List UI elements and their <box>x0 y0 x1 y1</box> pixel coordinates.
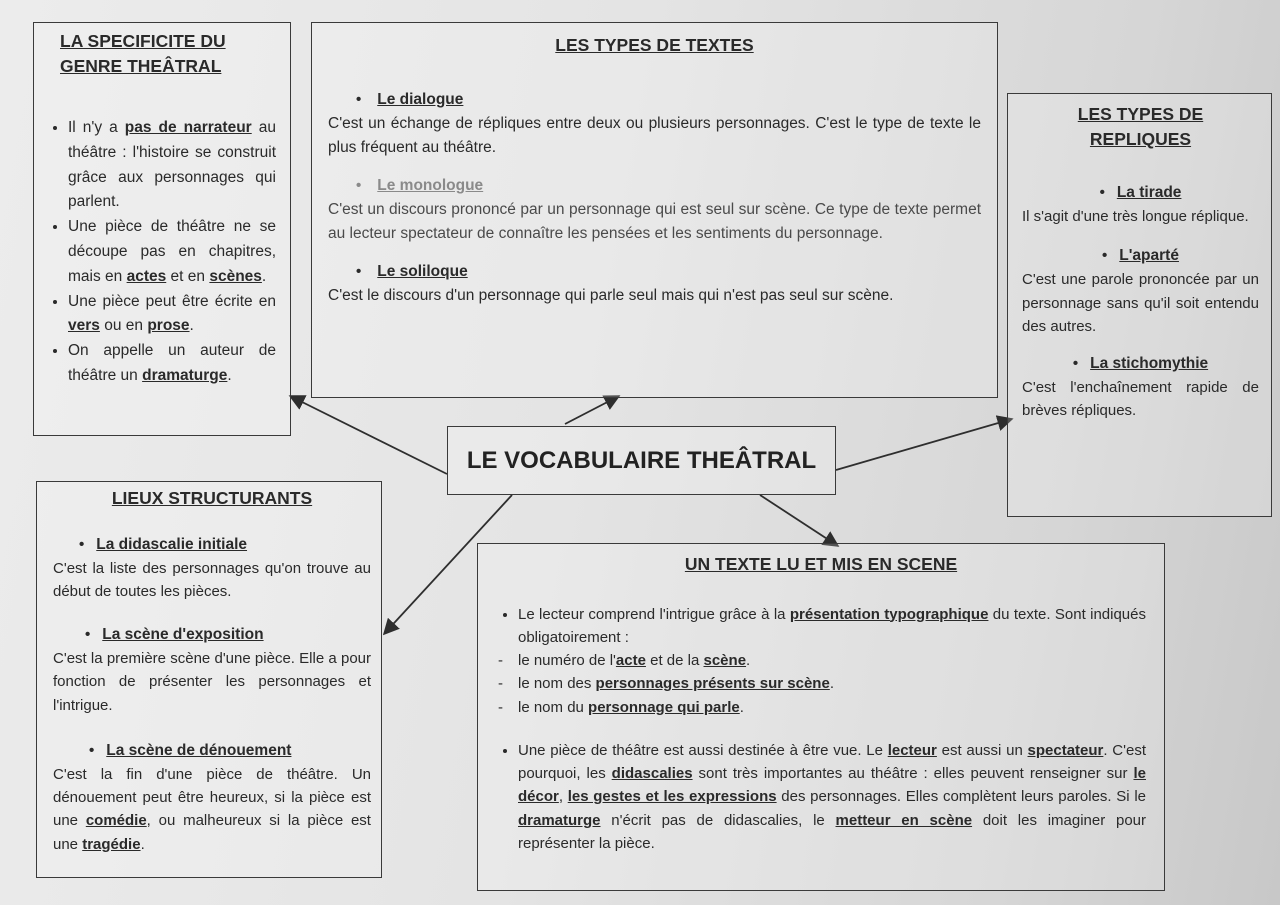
arrow-to-specificite <box>290 396 447 474</box>
list-item: - le nom des personnages présents sur scène. <box>518 672 1146 695</box>
denouement-heading: • La scène de dénouement <box>89 739 371 763</box>
box-specificite <box>33 22 291 436</box>
aparte-text: C'est une parole prononcée par un personnage sans qu'il soit entendu des autres. <box>1022 271 1259 335</box>
arrow-to-types-textes <box>565 396 619 424</box>
box-lieux <box>36 481 382 878</box>
list-item: • Une pièce de théâtre est aussi destinée à être vue. Le lecteur est aussi un spectateur. C'est pourquoi, les didascalies sont très importantes au théâtre : elles peuvent renseigner sur le décor, les gestes et les expressions des personnages. Elles complètent leurs paroles. Si le dramaturge n'écrit pas de didascalies, le metteur en scène doit les imaginer pour représenter la pièce. <box>518 739 1146 855</box>
exposition-text: C'est la première scène d'une pièce. Elle a pour fonction de présenter les personnages et l'intrigue. <box>53 650 371 714</box>
soliloque-heading: • Le soliloque <box>356 262 468 280</box>
tirade-heading: • La tirade <box>1022 181 1259 205</box>
texte-lu-list <box>496 603 1146 856</box>
list-item: • Une pièce peut être écrite en vers ou en prose. <box>68 290 276 340</box>
didascalie-heading: • La didascalie initiale <box>79 533 371 557</box>
list-item: • Il n'y a pas de narrateur au théâtre : l'histoire se construit grâce aux personnages qui parlent. <box>68 116 276 215</box>
monologue-text: C'est un discours prononcé par un personnage qui est seul sur scène. Ce type de texte permet au lecteur spectateur de connaître les pensées et les sentiments du personnage. <box>328 200 981 242</box>
monologue-heading: • Le monologue <box>356 176 484 194</box>
arrow-to-types-repliques <box>836 419 1012 470</box>
arrow-to-texte-lu <box>760 495 838 546</box>
list-item: • Une pièce de théâtre ne se découpe pas en chapitres, mais en actes et en scènes. <box>68 215 276 289</box>
box-types-repliques <box>1007 93 1272 517</box>
central-node <box>447 426 836 495</box>
soliloque-text: C'est le discours d'un personnage qui parle seul mais qui n'est pas seul sur scène. <box>328 286 894 304</box>
list-item: - le nom du personnage qui parle. <box>518 696 1146 719</box>
tirade-text: Il s'agit d'une très longue réplique. <box>1022 208 1249 226</box>
stichomythie-text: C'est l'enchaînement rapide de brèves répliques. <box>1022 379 1259 420</box>
texte-lu-title: UN TEXTE LU ET MIS EN SCENE <box>684 554 958 574</box>
didascalie-text: C'est la liste des personnages qu'on trouve au début de toutes les pièces. <box>53 559 371 600</box>
list-item: - le numéro de l'acte et de la scène. <box>518 649 1146 672</box>
texte-lu-sublist <box>496 649 1146 719</box>
box-types-textes <box>311 22 998 398</box>
box-texte-lu <box>477 543 1165 891</box>
central-title: LE VOCABULAIRE THEÂTRAL <box>466 446 817 474</box>
stichomythie-heading: • La stichomythie <box>1022 352 1259 376</box>
lieux-title: LIEUX STRUCTURANTS <box>111 488 313 508</box>
types-repliques-title: LES TYPES DE REPLIQUES <box>1077 104 1204 149</box>
specificite-title: LA SPECIFICITE DU GENRE THEÂTRAL <box>60 31 226 76</box>
dialogue-heading: • Le dialogue <box>356 90 464 108</box>
dialogue-text: C'est un échange de répliques entre deux ou plusieurs personnages. C'est le type de texte le plus fréquent au théâtre. <box>328 114 981 156</box>
list-item: • Le lecteur comprend l'intrigue grâce à la présentation typographique du texte. Sont indiqués obligatoirement : - le numéro de l'acte et de la scène. - le nom des personnages présents sur scène. - le nom du personnage qui parle. <box>518 603 1146 719</box>
exposition-heading: • La scène d'exposition <box>85 623 371 647</box>
specificite-list <box>44 116 276 389</box>
types-textes-title: LES TYPES DE TEXTES <box>555 35 754 55</box>
list-item: • On appelle un auteur de théâtre un dramaturge. <box>68 339 276 389</box>
denouement-text: C'est la fin d'une pièce de théâtre. Un dénouement peut être heureux, si la pièce est une comédie, ou malheureux si la pièce est une tragédie. <box>53 765 371 853</box>
aparte-heading: • L'aparté <box>1022 244 1259 268</box>
